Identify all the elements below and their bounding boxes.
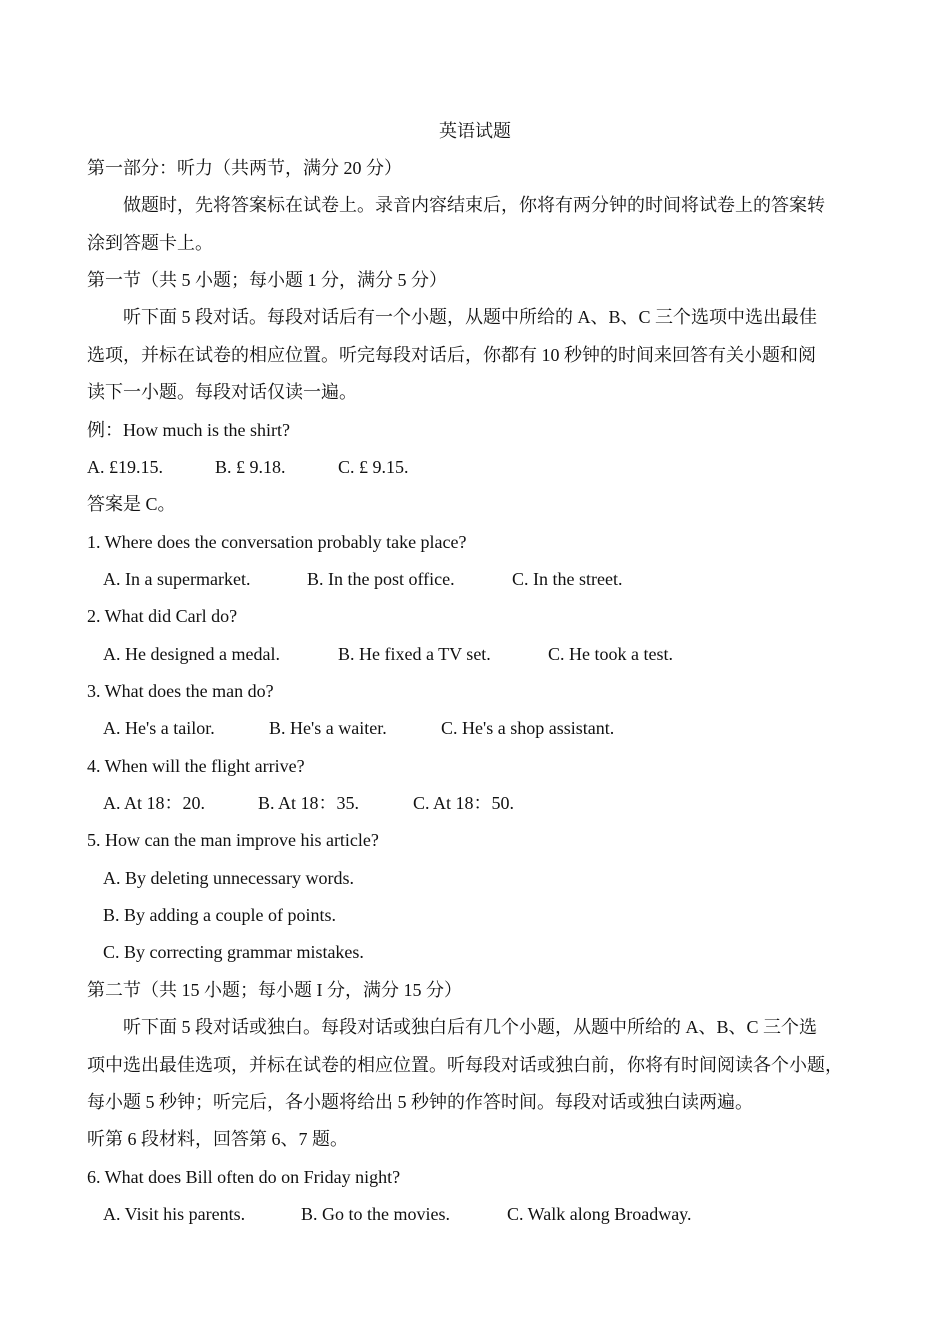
question-5-option-b: B. By adding a couple of points. — [103, 905, 336, 925]
question-2: 2. What did Carl do? — [87, 606, 238, 626]
option-c: C. Walk along Broadway. — [507, 1204, 692, 1224]
question-3: 3. What does the man do? — [87, 681, 274, 701]
option-a: A. In a supermarket. — [103, 569, 251, 589]
section1-instruction-cont: 选项，并标在试卷的相应位置。听完每段对话后，你都有 10 秒钟的时间来回答有关小题和阅 — [87, 345, 816, 365]
option-b: B. Go to the movies. — [301, 1204, 450, 1224]
question-1-options — [103, 568, 622, 590]
question-4: 4. When will the flight arrive? — [87, 756, 305, 776]
question-3-options — [103, 717, 614, 739]
option-a: A. At 18：20. — [103, 793, 206, 813]
material-6-heading: 听第 6 段材料，回答第 6、7 题。 — [87, 1129, 348, 1149]
option-c: C. He's a shop assistant. — [441, 718, 615, 738]
option-c: C. He took a test. — [548, 644, 673, 664]
section2-instruction-cont: 项中选出最佳选项，并标在试卷的相应位置。听每段对话或独白前，你将有时间阅读各个小题， — [87, 1055, 843, 1075]
question-6: 6. What does Bill often do on Friday night? — [87, 1167, 401, 1187]
example-question: 例：How much is the shirt? — [87, 420, 290, 440]
section1-heading: 第一节（共 5 小题；每小题 1 分，满分 5 分） — [87, 270, 447, 290]
option-b: B. He's a waiter. — [269, 718, 387, 738]
option-a: A. He designed a medal. — [103, 644, 280, 664]
question-5: 5. How can the man improve his article? — [87, 830, 379, 850]
option-c: C. In the street. — [512, 569, 623, 589]
section1-instruction-cont: 读下一小题。每段对话仅读一遍。 — [87, 382, 357, 402]
question-5-option-c: C. By correcting grammar mistakes. — [103, 942, 364, 962]
question-2-options — [103, 643, 673, 665]
question-4-options — [103, 792, 514, 814]
option-c: C. £ 9.15. — [338, 457, 409, 477]
page-title: 英语试题 — [439, 121, 511, 141]
option-a: A. £19.15. — [87, 457, 163, 477]
option-a: A. Visit his parents. — [103, 1204, 246, 1224]
part1-instruction: 做题时，先将答案标在试卷上。录音内容结束后，你将有两分钟的时间将试卷上的答案转 — [123, 195, 825, 215]
part1-instruction-cont: 涂到答题卡上。 — [87, 233, 213, 253]
question-6-options — [103, 1203, 692, 1225]
question-5-option-a: A. By deleting unnecessary words. — [103, 868, 354, 888]
part1-heading: 第一部分：听力（共两节，满分 20 分） — [87, 158, 402, 178]
section2-instruction-cont: 每小题 5 秒钟；听完后，各小题将给出 5 秒钟的作答时间。每段对话或独白读两遍。 — [87, 1092, 753, 1112]
example-options — [87, 456, 409, 478]
option-b: B. £ 9.18. — [215, 457, 286, 477]
section2-instruction: 听下面 5 段对话或独白。每段对话或独白后有几个小题，从题中所给的 A、B、C 三个选 — [123, 1017, 818, 1037]
example-answer: 答案是 C。 — [87, 494, 176, 514]
question-1: 1. Where does the conversation probably take place? — [87, 532, 467, 552]
section2-heading: 第二节（共 15 小题；每小题 I 分，满分 15 分） — [87, 980, 462, 1000]
section1-instruction: 听下面 5 段对话。每段对话后有一个小题，从题中所给的 A、B、C 三个选项中选出最佳 — [123, 307, 818, 327]
option-b: B. He fixed a TV set. — [338, 644, 491, 664]
option-b: B. In the post office. — [307, 569, 455, 589]
option-c: C. At 18：50. — [413, 793, 515, 813]
option-a: A. He's a tailor. — [103, 718, 215, 738]
option-b: B. At 18：35. — [258, 793, 360, 813]
